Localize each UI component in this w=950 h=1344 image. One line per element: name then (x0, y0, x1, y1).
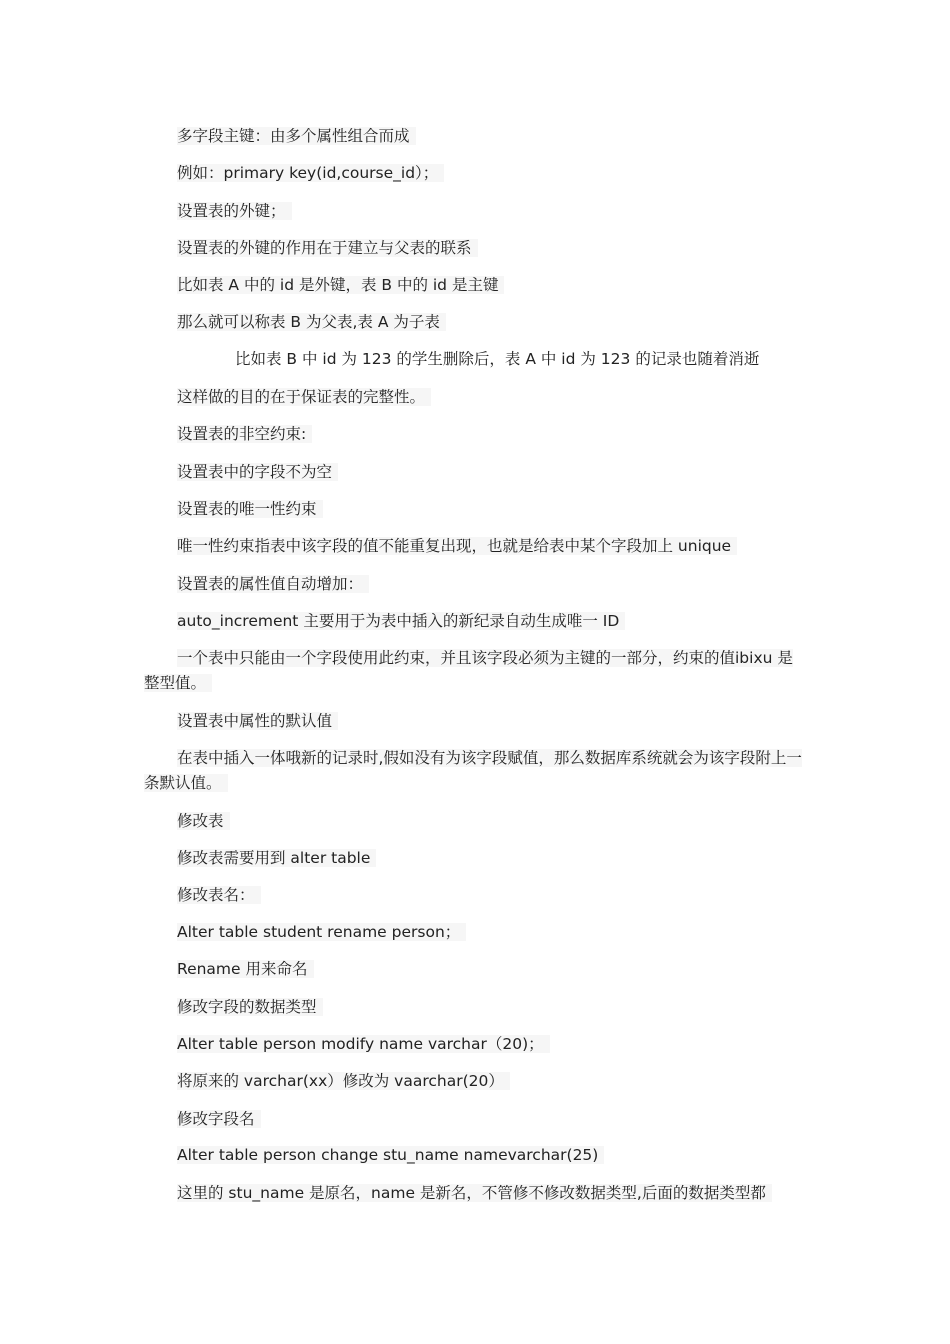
text-line-change-name-heading (177, 1109, 261, 1129)
text-line-foreign-key-purpose (177, 238, 478, 258)
text-line-integrity (177, 387, 431, 407)
text-line-not-null-desc (177, 462, 338, 482)
text-line-unique-desc (177, 536, 737, 556)
text-line-default-heading (177, 711, 338, 731)
text-line-foreign-key-heading (177, 201, 292, 221)
text-line-content: 这样做的目的在于保证表的完整性。 (177, 388, 431, 406)
text-line-modify-type-desc (177, 1071, 510, 1091)
text-line-content: 多字段主键：由多个属性组合而成 (177, 127, 416, 145)
text-line-modify-type-heading (177, 997, 323, 1017)
text-line-content: 设置表中的字段不为空 (177, 463, 338, 481)
text-line-unique-heading (177, 499, 323, 519)
text-line-content: Alter table person modify name varchar（20)； (177, 1035, 550, 1053)
text-line-delete-example (235, 349, 759, 369)
text-line-content: 设置表的非空约束: (177, 425, 312, 443)
text-line-content: 例如：primary key(id,course_id）； (177, 164, 444, 182)
text-line-modify-type-sql (177, 1034, 550, 1054)
text-line-content: auto_increment 主要用于为表中插入的新纪录自动生成唯一 ID (177, 612, 625, 630)
text-line-content: Rename 用来命名 (177, 960, 314, 978)
text-line-multi-field-pk (177, 126, 416, 146)
text-line-content: 这里的 stu_name 是原名，name 是新名，不管修不修改数据类型,后面的数据类型都 (177, 1184, 772, 1202)
text-line-content: 比如表 A 中的 id 是外键，表 B 中的 id 是主键 (177, 276, 504, 294)
text-line-content: 设置表的唯一性约束 (177, 500, 323, 518)
text-line-auto-increment-heading (177, 574, 369, 594)
text-line-foreign-key-example (177, 275, 504, 295)
text-line-change-name-sql (177, 1145, 604, 1165)
text-line-content: 修改表名： (177, 886, 261, 904)
text-line-example-pk (177, 163, 444, 183)
text-line-rename-heading (177, 885, 261, 905)
text-paragraph-default-desc (144, 746, 804, 796)
text-line-content: 一个表中只能由一个字段使用此约束，并且该字段必须为主键的一部分，约束的值ibixu 是整型值。 (144, 649, 793, 692)
text-line-modify-table (177, 811, 230, 831)
text-line-content: 设置表的外键； (177, 202, 292, 220)
text-line-content: 修改表 (177, 812, 230, 830)
text-line-content: 比如表 B 中 id 为 123 的学生删除后，表 A 中 id 为 123 的记录也随着消逝 (235, 350, 760, 368)
text-line-alter-table-needed (177, 848, 376, 868)
text-line-auto-increment-desc (177, 611, 625, 631)
text-line-content: 设置表的属性值自动增加： (177, 575, 369, 593)
text-line-parent-child (177, 312, 446, 332)
text-line-content: Alter table student rename person； (177, 923, 466, 941)
text-line-content: 唯一性约束指表中该字段的值不能重复出现，也就是给表中某个字段加上 unique (177, 537, 737, 555)
text-line-content: 设置表的外键的作用在于建立与父表的联系 (177, 239, 478, 257)
text-line-content: 设置表中属性的默认值 (177, 712, 338, 730)
text-line-not-null-heading (177, 424, 312, 444)
text-line-content: Alter table person change stu_name namevarchar(25) (177, 1146, 604, 1164)
text-paragraph-auto-increment-rule (144, 646, 804, 696)
text-line-content: 将原来的 varchar(xx）修改为 vaarchar(20） (177, 1072, 510, 1090)
text-line-change-name-desc (177, 1183, 772, 1203)
text-line-rename-sql (177, 922, 466, 942)
text-line-content: 修改字段的数据类型 (177, 998, 323, 1016)
text-line-content: 那么就可以称表 B 为父表,表 A 为子表 (177, 313, 446, 331)
text-line-content: 修改表需要用到 alter table (177, 849, 376, 867)
text-line-rename-desc (177, 959, 314, 979)
text-line-content: 在表中插入一体哦新的记录时,假如没有为该字段赋值，那么数据库系统就会为该字段附上一条默认值。 (144, 749, 802, 792)
text-line-content: 修改字段名 (177, 1110, 261, 1128)
